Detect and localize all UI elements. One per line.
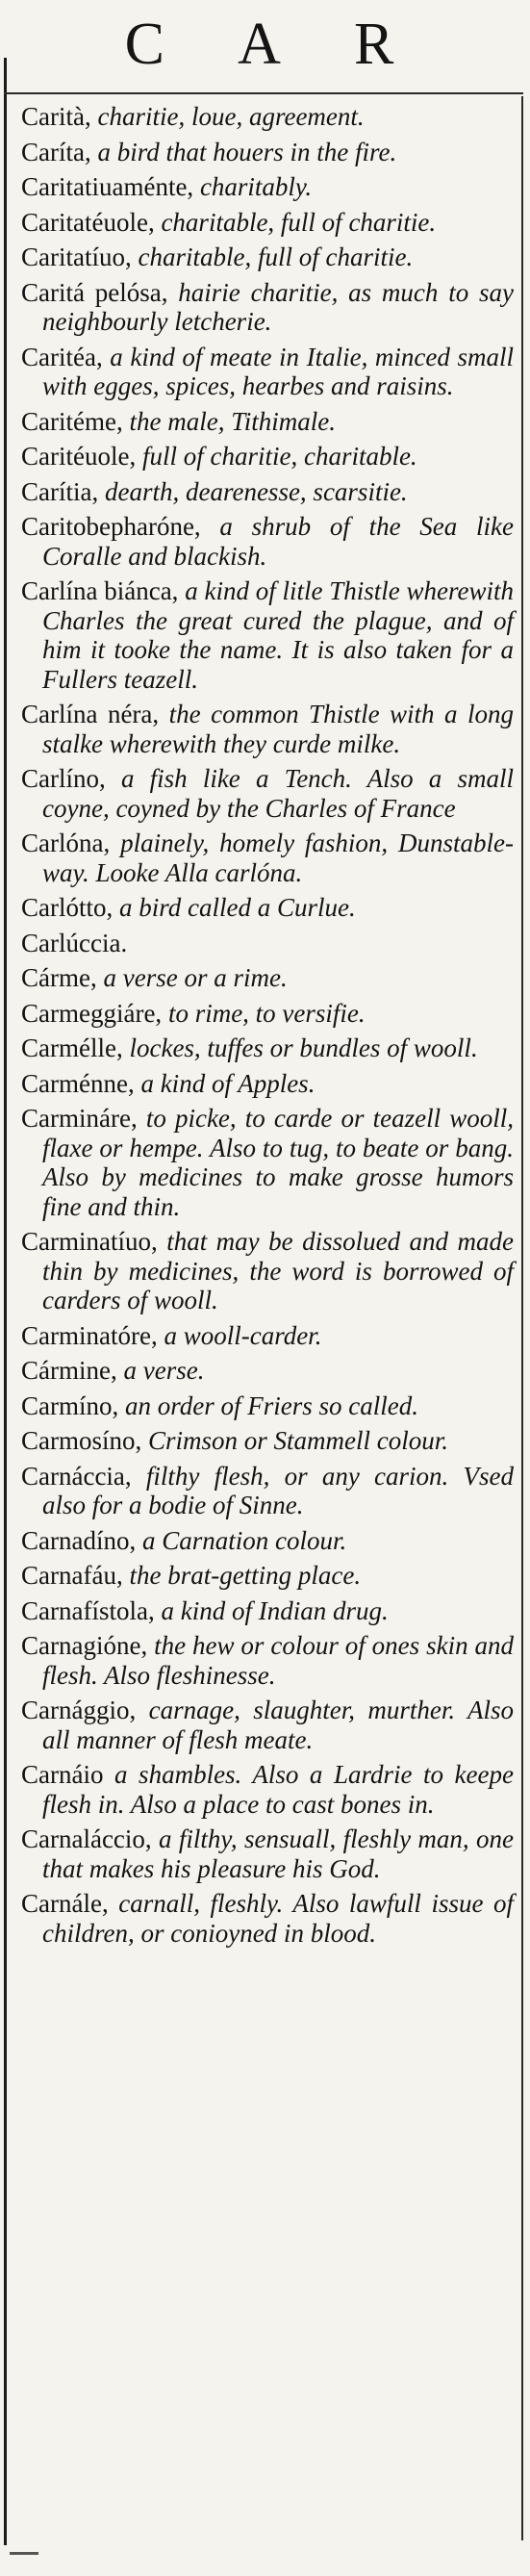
entry-headword: Carlína néra,	[21, 700, 169, 728]
dictionary-entry	[21, 242, 514, 272]
entry-definition: a bird called a Curlue.	[119, 893, 356, 922]
entry-headword: Caritatéuole,	[21, 207, 162, 237]
entry-definition: the hew or colour of ones skin and flesh. Also fleshinesse.	[42, 1631, 515, 1690]
entry-definition: charitably.	[199, 172, 313, 201]
dictionary-entry	[21, 893, 514, 923]
dictionary-entry	[21, 1526, 514, 1556]
dictionary-entry	[21, 1321, 514, 1351]
entry-definition: a shrub of the Sea like Coralle and blackish.	[42, 512, 514, 571]
entry-headword: Caritobepharóne,	[21, 512, 220, 541]
entry-headword: Carità,	[21, 102, 98, 131]
entry-headword: Carnaláccio,	[21, 1824, 160, 1853]
entry-definition: a filthy, sensuall, fleshly man, one that makes his pleasure his God.	[42, 1824, 514, 1883]
entry-headword: Carminatóre,	[21, 1320, 164, 1350]
entry-headword: Carlúccia.	[21, 928, 128, 957]
entry-definition: full of charitie, charitable.	[141, 442, 417, 471]
dictionary-entry	[21, 1069, 514, 1099]
entry-definition: lockes, tuffes or bundles of wooll.	[129, 1033, 478, 1062]
dictionary-entry	[21, 407, 514, 437]
dictionary-entry	[21, 1033, 514, 1063]
entry-definition: hairie charitie, as much to say neighbourly letcherie.	[42, 277, 514, 336]
entry-headword: Carnággio,	[21, 1696, 149, 1724]
entry-definition: a wooll-carder.	[164, 1320, 322, 1350]
dictionary-entry	[21, 442, 514, 472]
entry-definition: a verse or a rime.	[103, 963, 288, 992]
dictionary-entry	[21, 1631, 514, 1690]
dictionary-entry	[21, 1760, 514, 1819]
dictionary-entry	[21, 1696, 514, 1754]
entry-definition: charitable, full of charitie.	[138, 242, 414, 271]
entry-definition: the common Thistle with a long stalke wherewith they curde milke.	[42, 700, 514, 758]
dictionary-entry	[21, 1462, 514, 1520]
entry-headword: Carminatíuo,	[21, 1227, 167, 1256]
right-border-rule	[521, 96, 523, 2540]
entry-definition: a kind of meate in Italie, minced small with egges, spices, hearbes and raisins.	[42, 342, 514, 400]
dictionary-entry	[21, 1561, 514, 1591]
entry-definition: a kind of Apples.	[140, 1068, 315, 1098]
entry-definition: a fish like a Tench. Also a small coyne, coyned by the Charles of France	[42, 764, 514, 823]
dictionary-entry	[21, 1824, 514, 1883]
dictionary-entry	[21, 576, 514, 694]
entry-headword: Carménne,	[21, 1068, 141, 1098]
dictionary-entry	[21, 343, 514, 401]
entry-definition: charitie, loue, agreement.	[97, 102, 365, 131]
entry-definition: plainely, homely fashion, Dunstable-way. Looke Alla carlóna.	[42, 829, 514, 887]
dictionary-entry	[21, 172, 514, 202]
entry-headword: Carnafáu,	[21, 1561, 130, 1590]
entry-definition: a shambles. Also a Lardrie to keepe flesh in. Also a place to cast bones in.	[42, 1760, 514, 1819]
entry-headword: Cármine,	[21, 1356, 124, 1385]
entry-headword: Carnagióne,	[21, 1631, 155, 1660]
dictionary-entry	[21, 1889, 514, 1948]
dictionary-entry	[21, 208, 514, 238]
entry-headword: Cárme,	[21, 963, 104, 992]
entry-headword: Carnáccia,	[21, 1461, 146, 1491]
entry-headword: Carítia,	[21, 476, 105, 506]
entry-headword: Caritéuole,	[21, 442, 142, 471]
entry-definition: to picke, to carde or teazell wooll, flaxe or hempe. Also to tug, to beate or bang. Also by medicines to make grosse humors fine and thin.	[42, 1104, 514, 1221]
running-header: C A R	[124, 12, 425, 77]
dictionary-entry	[21, 477, 514, 507]
entry-headword: Caritéa,	[21, 342, 111, 371]
dictionary-entry	[21, 102, 514, 132]
entry-headword: Carlótto,	[21, 893, 119, 922]
entry-definition: carnage, slaughter, murther. Also all manner of flesh meate.	[42, 1696, 514, 1754]
entry-definition: a Carnation colour.	[141, 1525, 347, 1555]
dictionary-entry	[21, 1227, 514, 1315]
entry-headword: Caritatíuo,	[21, 242, 139, 271]
entry-definition: the brat-getting place.	[129, 1561, 362, 1590]
entry-headword: Carmináre,	[21, 1104, 146, 1133]
dictionary-entry	[21, 700, 514, 758]
entry-definition: a kind of litle Thistle wherewith Charles the great cured the plague, and of him it tooke the name. It is also taken for a Fullers teazell.	[42, 576, 514, 694]
entry-definition: an order of Friers so called.	[125, 1390, 418, 1420]
entry-definition: to rime, to versifie.	[167, 998, 366, 1028]
dictionary-entry	[21, 929, 514, 958]
entry-definition: a kind of Indian drug.	[161, 1595, 389, 1625]
entry-headword: Carnadíno,	[21, 1525, 142, 1555]
entry-definition: dearth, dearenesse, scarsitie.	[104, 476, 408, 506]
entry-headword: Carmélle,	[21, 1033, 130, 1062]
entry-definition: Crimson or Stammell colour.	[148, 1426, 449, 1455]
entry-headword: Carnále,	[21, 1889, 119, 1918]
dictionary-entry	[21, 764, 514, 823]
entry-headword: Caritatiuaménte,	[21, 172, 200, 201]
entry-headword: Carlína biánca,	[21, 576, 186, 605]
page-edge-mark	[10, 2552, 38, 2555]
dictionary-entry	[21, 829, 514, 887]
entry-definition: a verse.	[123, 1356, 205, 1385]
entry-headword: Carmeggiáre,	[21, 998, 168, 1028]
entry-headword: Carmíno,	[21, 1390, 125, 1420]
entry-definition: carnall, fleshly. Also lawfull issue of children, or conioyned in blood.	[42, 1889, 514, 1948]
entry-headword: Carmosíno,	[21, 1426, 148, 1455]
entry-list	[21, 102, 514, 1953]
dictionary-entry	[21, 999, 514, 1029]
dictionary-entry	[21, 1104, 514, 1221]
dictionary-entry	[21, 1356, 514, 1386]
entry-definition: charitable, full of charitie.	[161, 207, 437, 237]
header-rule	[4, 92, 523, 94]
dictionary-entry	[21, 963, 514, 993]
entry-definition: a bird that houers in the fire.	[97, 137, 397, 166]
entry-definition: the male, Tithimale.	[129, 406, 336, 436]
entry-headword: Carnafístola,	[21, 1595, 162, 1625]
left-border-rule	[4, 58, 7, 2545]
dictionary-entry	[21, 1596, 514, 1626]
entry-headword: Carlóna,	[21, 829, 121, 857]
dictionary-entry	[21, 138, 514, 167]
entry-headword: Carnáio	[21, 1760, 115, 1789]
dictionary-entry	[21, 1426, 514, 1456]
entry-headword: Caritéme,	[21, 406, 130, 436]
dictionary-entry	[21, 1391, 514, 1421]
dictionary-entry	[21, 278, 514, 337]
entry-definition: filthy flesh, or any carion. Vsed also for a bodie of Sinne.	[42, 1461, 515, 1519]
entry-headword: Caríta,	[21, 137, 98, 166]
dictionary-entry	[21, 512, 514, 571]
entry-headword: Caritá pelósa,	[21, 277, 179, 307]
entry-headword: Carlíno,	[21, 764, 121, 793]
entry-definition: that may be dissolued and made thin by medicines, the word is borrowed of carders of wooll.	[42, 1227, 514, 1314]
